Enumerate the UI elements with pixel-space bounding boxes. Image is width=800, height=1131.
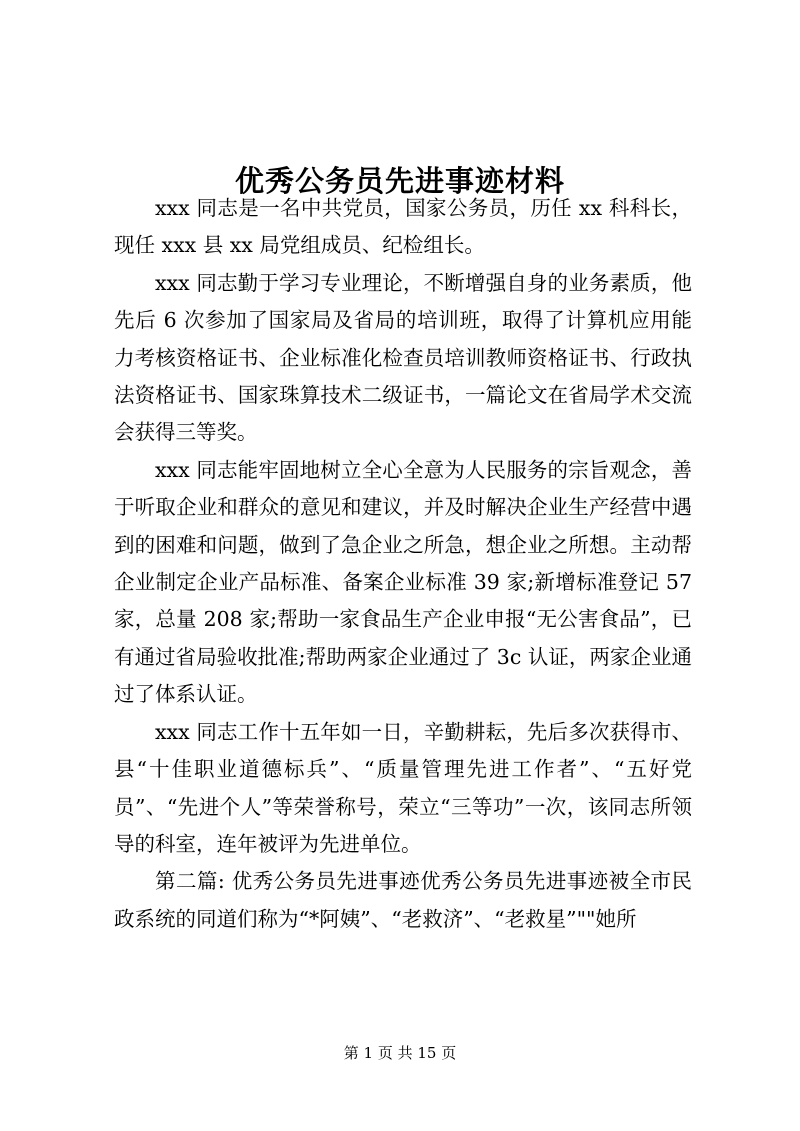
document-title: 优秀公务员先进事迹材料	[234, 164, 565, 199]
document-body	[114, 190, 692, 938]
page-footer: 第 1 页 共 15 页	[343, 1044, 457, 1062]
paragraph-3: xxx 同志能牢固地树立全心全意为人民服务的宗旨观念，善于听取企业和群众的意见和建议，并及时解决企业生产经营中遇到的困难和问题，做到了急企业之所急，想企业之所想。主动帮企业制定企业产品标准、备案企业标准 39 家;新增标准登记 57 家，总量 208 家;帮助一家食品生产企业申报“无公害食品”，已有通过省局验收批准;帮助两家企业通过了 3c 认证，两家企业通过了体系认证。	[114, 457, 692, 707]
paragraph-5: 第二篇: 优秀公务员先进事迹优秀公务员先进事迹被全市民政系统的同道们称为“*阿姨”、“老救济”、“老救星”""她所	[114, 869, 692, 931]
paragraph-4: xxx 同志工作十五年如一日，辛勤耕耘，先后多次获得市、县“十佳职业道德标兵”、“质量管理先进工作者”、“五好党员”、“先进个人”等荣誉称号，荣立“三等功”一次，该同志所领导的科室，连年被评为先进单位。	[114, 719, 692, 856]
paragraph-1: xxx 同志是一名中共党员，国家公务员，历任 xx 科科长，现任 xxx 县 xx 局党组成员、纪检组长。	[114, 196, 692, 258]
paragraph-2: xxx 同志勤于学习专业理论，不断增强自身的业务素质，他先后 6 次参加了国家局及省局的培训班，取得了计算机应用能力考核资格证书、企业标准化检查员培训教师资格证书、行政执法资格证书、国家珠算技术二级证书，一篇论文在省局学术交流会获得三等奖。	[114, 270, 692, 445]
